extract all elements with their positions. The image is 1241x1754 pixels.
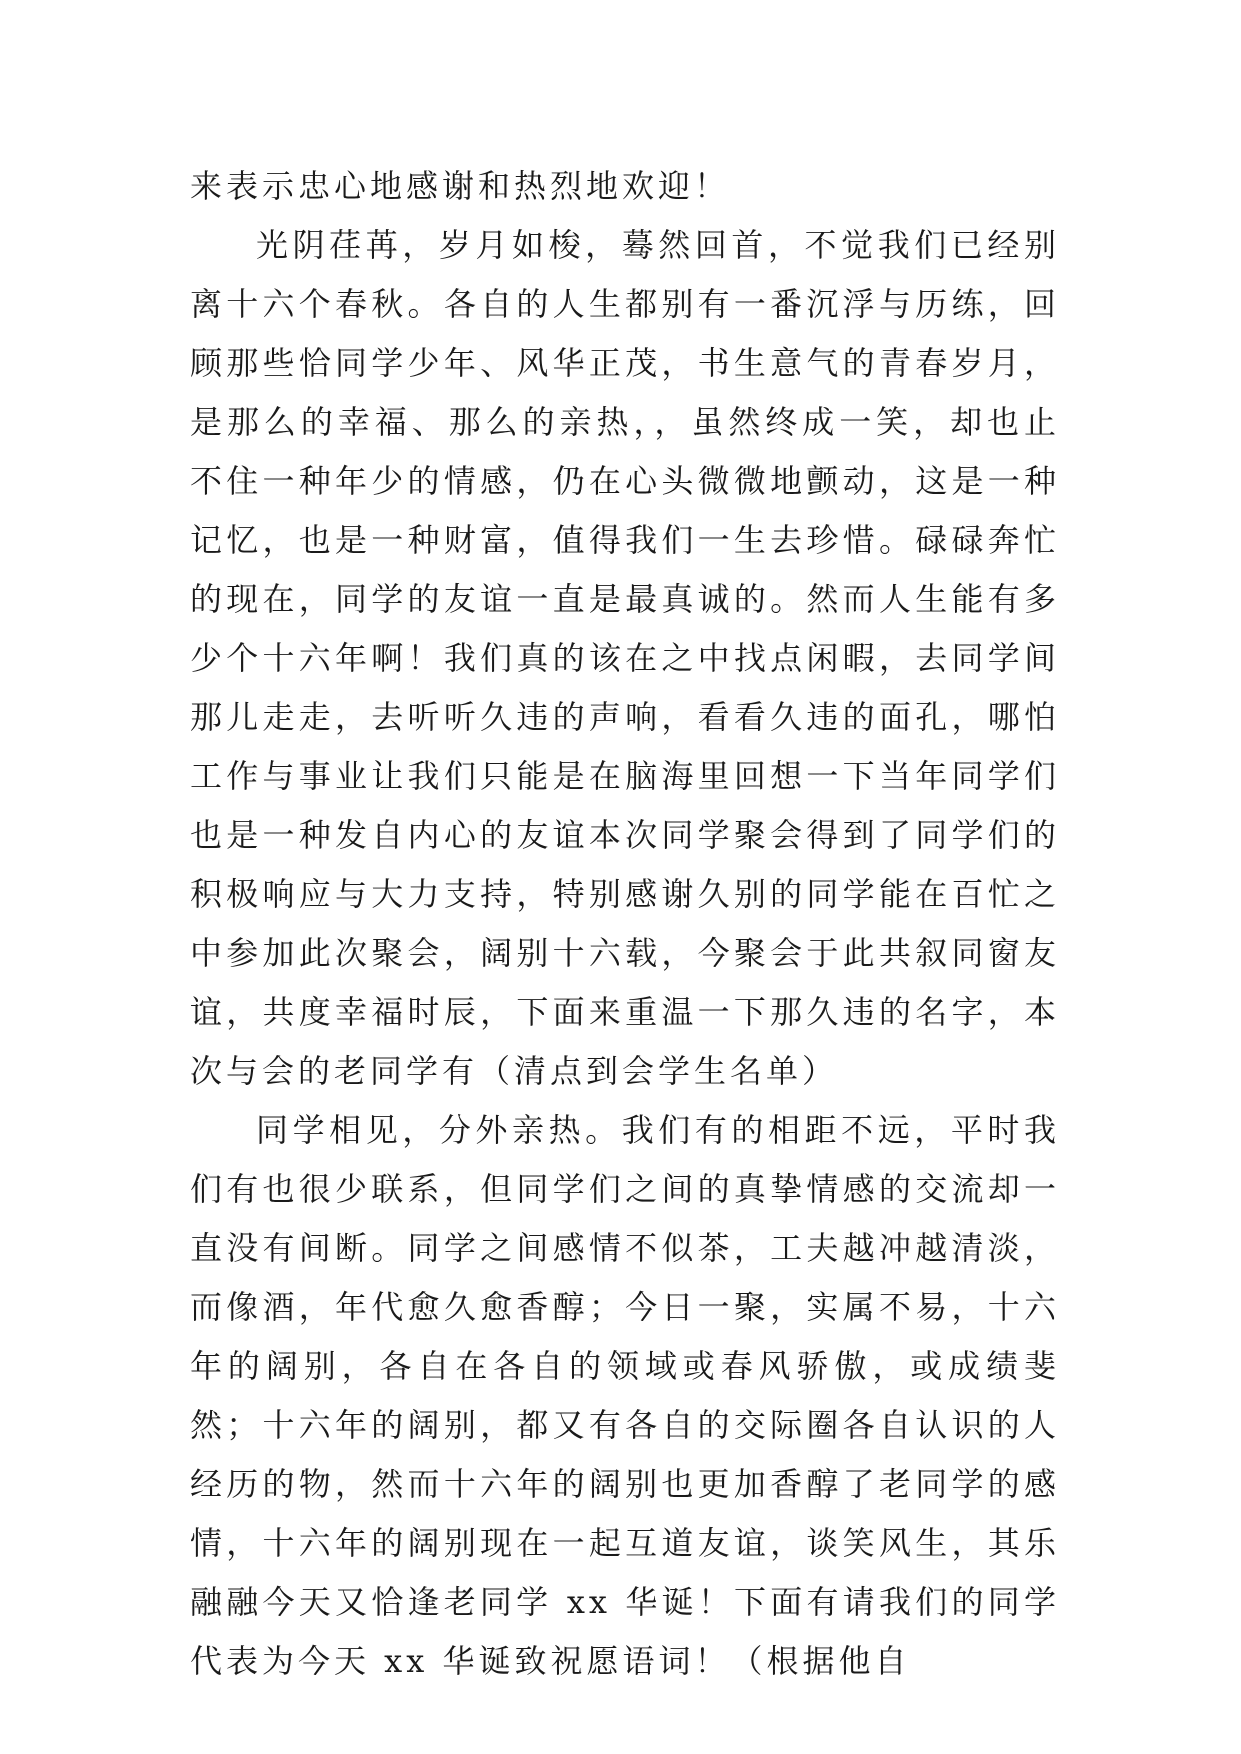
- paragraph-reunion: 同学相见，分外亲热。我们有的相距不远，平时我们有也很少联系，但同学们之间的真挚情感的交流却一直没有间断。同学之间感情不似茶，工夫越冲越清淡，而像酒，年代愈久愈香醇；今日一聚，实属不易，十六年的阔别，各自在各自的领域或春风骄傲，或成绩斐然；十六年的阔别，都又有各自的交际圈各自认识的人经历的物，然而十六年的阔别也更加香醇了老同学的感情，十六年的阔别现在一起互道友谊，谈笑风生，其乐融融今天又恰逢老同学 xx 华诞！下面有请我们的同学代表为今天 xx 华诞致祝愿语词！（根据他自: [190, 1111, 1060, 1680]
- document-body: [190, 157, 1060, 1691]
- paragraph-reminiscence: 光阴荏苒，岁月如梭，蓦然回首，不觉我们已经别离十六个春秋。各自的人生都别有一番沉浮与历练，回顾那些恰同学少年、风华正茂，书生意气的青春岁月，是那么的幸福、那么的亲热，，虽然终成一笑，却也止不住一种年少的情感，仍在心头微微地颤动，这是一种记忆，也是一种财富，值得我们一生去珍惜。碌碌奔忙的现在，同学的友谊一直是最真诚的。然而人生能有多少个十六年啊！我们真的该在之中找点闲暇，去同学间那儿走走，去听听久违的声响，看看久违的面孔，哪怕工作与事业让我们只能是在脑海里回想一下当年同学们也是一种发自内心的友谊本次同学聚会得到了同学们的积极响应与大力支持，特别感谢久别的同学能在百忙之中参加此次聚会，阔别十六载，今聚会于此共叙同窗友谊，共度幸福时辰，下面来重温一下那久违的名字，本次与会的老同学有（清点到会学生名单）: [190, 226, 1060, 1090]
- paragraph-continuation: 来表示忠心地感谢和热烈地欢迎！: [190, 167, 731, 205]
